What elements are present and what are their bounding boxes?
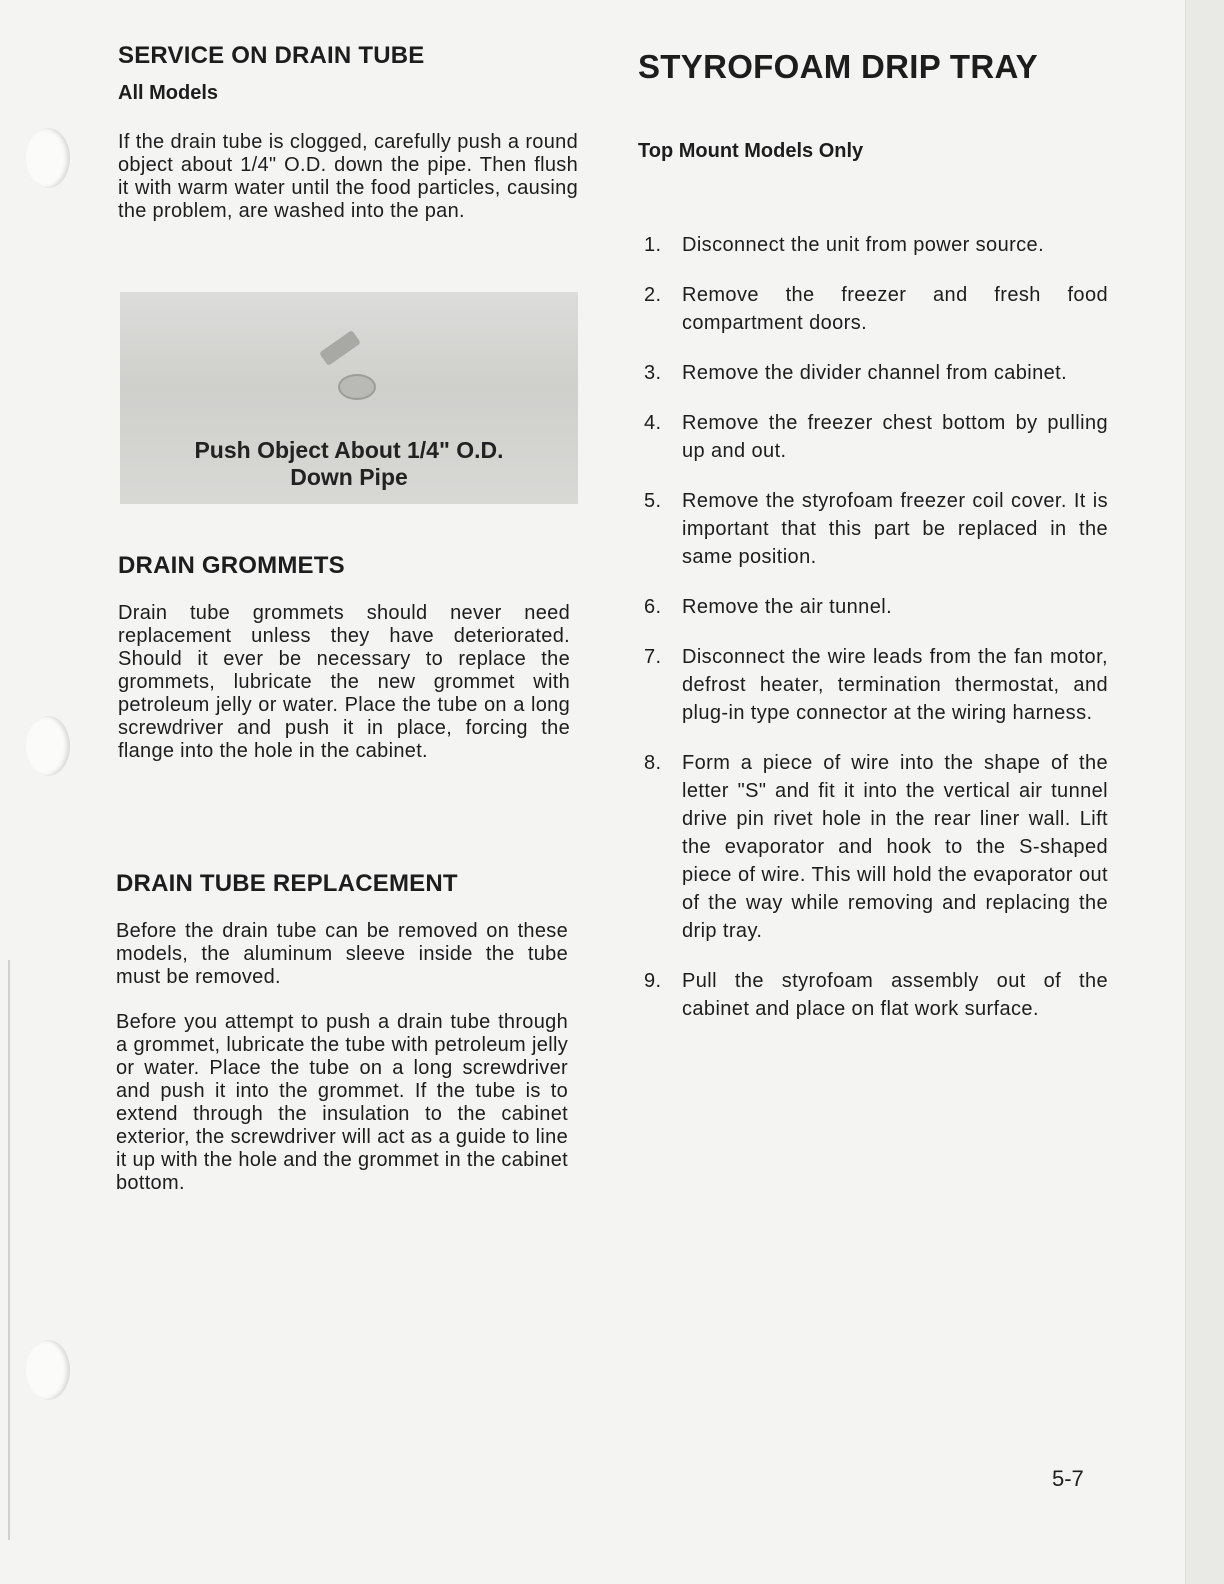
step-number: 2. <box>644 284 662 306</box>
pushing-object <box>319 330 361 366</box>
step-text: Remove the freezer chest bottom by pulling up and out. <box>682 412 1108 462</box>
page-edge <box>1185 0 1224 1584</box>
grommets-heading: DRAIN GROMMETS <box>118 552 345 579</box>
service-heading: SERVICE ON DRAIN TUBE <box>118 42 425 69</box>
step-text: Pull the styrofoam assembly out of the cabinet and place on flat work surface. <box>682 970 1108 1020</box>
step-item <box>638 967 1108 1023</box>
step-item <box>638 281 1108 337</box>
step-number: 1. <box>644 234 662 256</box>
binder-hole <box>26 128 70 188</box>
step-item <box>638 487 1108 571</box>
replacement-body-2: Before you attempt to push a drain tube through a grommet, lubricate the tube with petroleum jelly or water. Place the tube on a long screwdriver and push it into the grommet. If the tube is to extend through the insulation to the cabinet exterior, the screwdriver will act as a guide to line it up with the hole and the grommet in the cabinet bottom. <box>116 1011 568 1194</box>
step-text: Remove the freezer and fresh food compartment doors. <box>682 284 1108 334</box>
binder-hole <box>26 1340 70 1400</box>
step-item <box>638 643 1108 727</box>
step-text: Remove the styrofoam freezer coil cover. It is important that this part be replaced in the same position. <box>682 490 1108 568</box>
steps-list <box>638 231 1108 1023</box>
page-title: STYROFOAM DRIP TRAY <box>638 48 1038 85</box>
step-text: Form a piece of wire into the shape of the letter "S" and fit it into the vertical air tunnel drive pin rivet hole in the rear liner wall. Lift the evaporator and hook to the S-shaped piece of wire. This will hold the evaporator out of the way while removing and replacing the drip tray. <box>682 752 1108 942</box>
step-number: 5. <box>644 490 662 512</box>
photo-caption-line2: Down Pipe <box>290 464 408 490</box>
step-item <box>638 359 1108 387</box>
drain-pipe-photo <box>120 292 578 504</box>
step-text: Disconnect the wire leads from the fan motor, defrost heater, termination thermostat, and plug-in type connector at the wiring harness. <box>682 646 1108 724</box>
service-subheading: All Models <box>118 82 219 104</box>
step-text: Remove the divider channel from cabinet. <box>682 362 1068 384</box>
replacement-section <box>116 870 568 1195</box>
drain-hole <box>338 374 376 400</box>
step-item <box>638 409 1108 465</box>
right-column <box>638 48 1108 1023</box>
step-text: Remove the air tunnel. <box>682 596 893 618</box>
right-subheading: Top Mount Models Only <box>638 140 864 162</box>
step-item <box>638 749 1108 945</box>
photo-caption <box>120 437 578 491</box>
step-number: 8. <box>644 752 662 774</box>
step-number: 9. <box>644 970 662 992</box>
step-number: 6. <box>644 596 662 618</box>
step-number: 4. <box>644 412 662 434</box>
replacement-heading: DRAIN TUBE REPLACEMENT <box>116 870 458 897</box>
step-text: Disconnect the unit from power source. <box>682 234 1045 256</box>
grommets-body: Drain tube grommets should never need replacement unless they have deteriorated. Should it ever be necessary to replace the grommets, lubricate the new grommet with petroleum jelly or water. Place the tube on a long screwdriver and push it in place, forcing the flange into the hole in the cabinet. <box>118 602 570 762</box>
binder-hole <box>26 716 70 776</box>
grommets-section <box>118 552 570 763</box>
page-number: 5-7 <box>1052 1466 1084 1491</box>
margin-line <box>8 960 10 1540</box>
service-body: If the drain tube is clogged, carefully push a round object about 1/4" O.D. down the pipe. Then flush it with warm water until the food particles, causing the problem, are washed into the pan. <box>118 131 578 222</box>
photo-caption-line1: Push Object About 1/4" O.D. <box>194 437 504 463</box>
left-column <box>118 42 578 223</box>
step-number: 7. <box>644 646 662 668</box>
step-item <box>638 231 1108 259</box>
step-number: 3. <box>644 362 662 384</box>
step-item <box>638 593 1108 621</box>
replacement-body-1: Before the drain tube can be removed on these models, the aluminum sleeve inside the tube must be removed. <box>116 920 568 988</box>
